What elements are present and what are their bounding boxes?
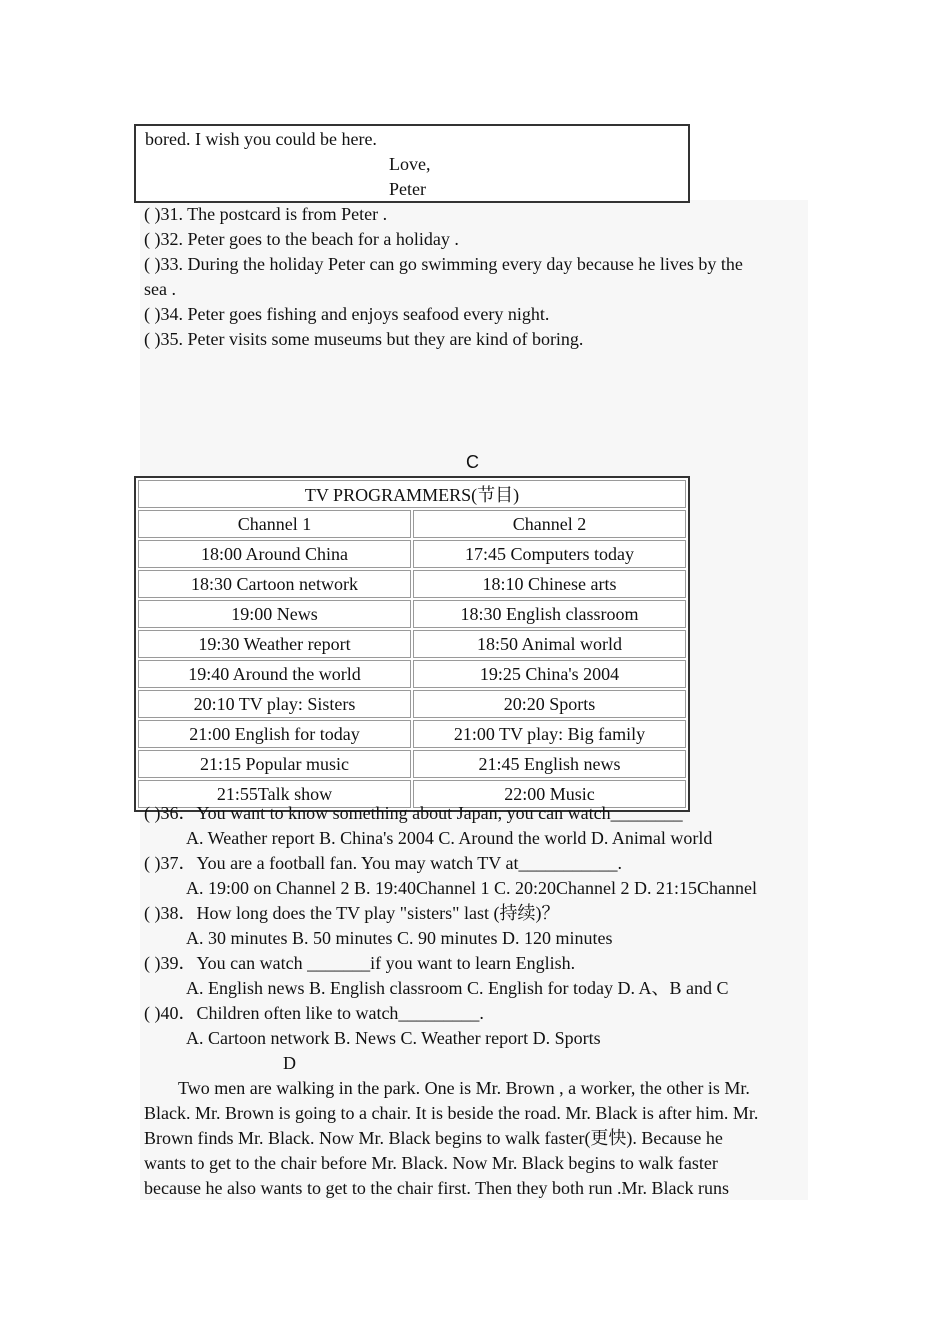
passage-line: wants to get to the chair before Mr. Black. Now Mr. Black begins to walk faster <box>144 1153 718 1173</box>
channel-2-cell: 18:50 Animal world <box>413 630 686 658</box>
question-32: ( )32. Peter goes to the beach for a holiday . <box>144 229 459 249</box>
section-c-heading: C <box>466 452 479 472</box>
table-title-row <box>138 480 686 508</box>
question-33-continued: sea . <box>144 279 176 299</box>
passage-line: Two men are walking in the park. One is Mr. Brown , a worker, the other is Mr. <box>178 1078 750 1098</box>
question-35: ( )35. Peter visits some museums but they are kind of boring. <box>144 329 584 349</box>
question-36-options: A. Weather report B. China's 2004 C. Around the world D. Animal world <box>186 828 713 848</box>
channel-1-cell: 21:00 English for today <box>138 720 411 748</box>
channel-1-cell: 21:15 Popular music <box>138 750 411 778</box>
table-row <box>138 630 686 658</box>
channel-1-cell: 18:30 Cartoon network <box>138 570 411 598</box>
table-row <box>138 540 686 568</box>
question-37: ( )37．You are a football fan. You may watch TV at___________. <box>144 853 622 873</box>
channel-2-cell: 22:00 Music <box>413 780 686 808</box>
question-33: ( )33. During the holiday Peter can go swimming every day because he lives by the <box>144 254 743 274</box>
table-header-row <box>138 510 686 538</box>
question-39-options: A. English news B. English classroom C. English for today D. A、B and C <box>186 978 729 998</box>
channel-2-cell: 17:45 Computers today <box>413 540 686 568</box>
channel-1-cell: 21:55Talk show <box>138 780 411 808</box>
channel-1-cell: 20:10 TV play: Sisters <box>138 690 411 718</box>
table-row <box>138 690 686 718</box>
question-36: ( )36．You want to know something about Japan, you can watch________ <box>144 803 683 823</box>
channel-1-cell: 19:40 Around the world <box>138 660 411 688</box>
channel-1-cell: 18:00 Around China <box>138 540 411 568</box>
channel-1-cell: 19:30 Weather report <box>138 630 411 658</box>
channel-2-cell: 21:45 English news <box>413 750 686 778</box>
channel-2-cell: 19:25 China's 2004 <box>413 660 686 688</box>
question-39: ( )39．You can watch _______if you want to learn English. <box>144 953 576 973</box>
tv-programmes-table <box>134 476 690 812</box>
channel-2-cell: 21:00 TV play: Big family <box>413 720 686 748</box>
passage-line: Black. Mr. Brown is going to a chair. It is beside the road. Mr. Black is after him. Mr. <box>144 1103 759 1123</box>
question-34: ( )34. Peter goes fishing and enjoys seafood every night. <box>144 304 550 324</box>
column-header-channel-1: Channel 1 <box>138 510 411 538</box>
passage-line: Brown finds Mr. Black. Now Mr. Black begins to walk faster(更快). Because he <box>144 1128 723 1148</box>
table-row <box>138 750 686 778</box>
question-38-options: A. 30 minutes B. 50 minutes C. 90 minutes D. 120 minutes <box>186 928 613 948</box>
table-row <box>138 570 686 598</box>
postcard-signature: Peter <box>389 179 426 199</box>
question-31: ( )31. The postcard is from Peter . <box>144 204 388 224</box>
channel-2-cell: 18:30 English classroom <box>413 600 686 628</box>
table-row <box>138 720 686 748</box>
table-title: TV PROGRAMMERS(节目) <box>138 480 686 508</box>
question-40: ( )40．Children often like to watch_________. <box>144 1003 484 1023</box>
question-37-options: A. 19:00 on Channel 2 B. 19:40Channel 1 C. 20:20Channel 2 D. 21:15Channel <box>186 878 757 898</box>
postcard-text: bored. I wish you could be here. <box>145 129 377 149</box>
table-row <box>138 600 686 628</box>
passage-line: because he also wants to get to the chair first. Then they both run .Mr. Black runs <box>144 1178 730 1198</box>
channel-2-cell: 18:10 Chinese arts <box>413 570 686 598</box>
question-38: ( )38．How long does the TV play "sisters" last (持续)？ <box>144 903 560 923</box>
postcard-box <box>134 124 690 203</box>
channel-1-cell: 19:00 News <box>138 600 411 628</box>
channel-2-cell: 20:20 Sports <box>413 690 686 718</box>
column-header-channel-2: Channel 2 <box>413 510 686 538</box>
question-40-options: A. Cartoon network B. News C. Weather report D. Sports <box>186 1028 601 1048</box>
section-d-heading: D <box>283 1053 296 1073</box>
postcard-closing: Love, <box>389 154 431 174</box>
table-row <box>138 660 686 688</box>
